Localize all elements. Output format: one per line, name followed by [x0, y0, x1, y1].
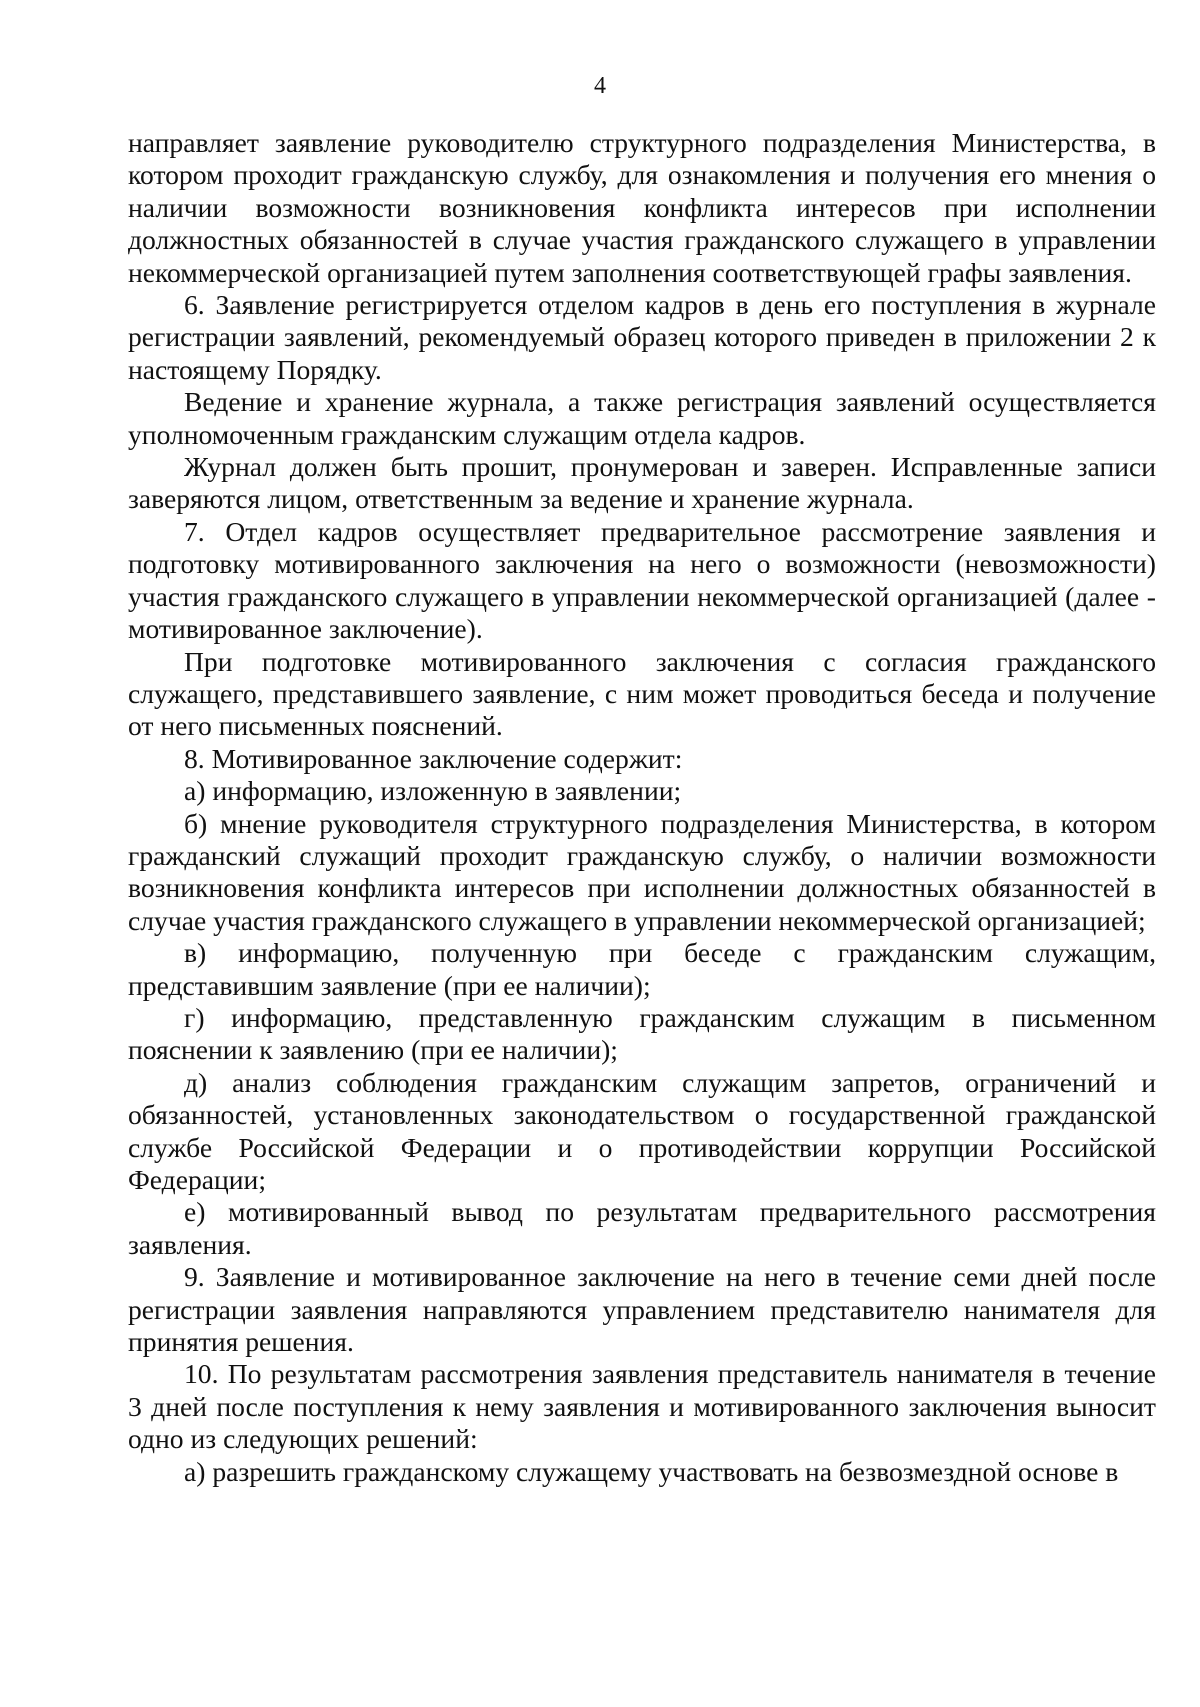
document-body [128, 127, 1156, 1488]
paragraph-item-7: 7. Отдел кадров осуществляет предварительное рассмотрение заявления и подготовку мотивированного заключения на него о возможности (невозможности) участия гражданского служащего в управлении некоммерческой организацией (далее - мотивированное заключение). [128, 515, 1156, 645]
page-number: 4 [594, 73, 606, 99]
paragraph-item-8: 8. Мотивированное заключение содержит: [184, 742, 683, 774]
list-item-a: а) информацию, изложенную в заявлении; [184, 775, 682, 807]
list-item-b: б) мнение руководителя структурного подразделения Министерства, в котором гражданский служащий проходит гражданскую службу, о наличии возможности возникновения конфликта интересов при исполнении должностных обязанностей в случае участия гражданского служащего в управлении некоммерческой организацией; [128, 807, 1156, 936]
paragraph-item-9: 9. Заявление и мотивированное заключение на него в течение семи дней после регистрации заявления направляются управлением представителю нанимателя для принятия решения. [128, 1261, 1156, 1358]
list-item-d: д) анализ соблюдения гражданским служащим запретов, ограничений и обязанностей, установленных законодательством о государственной гражданской службе Российской Федерации и о противодействии коррупции Российской Федерации; [128, 1066, 1156, 1195]
paragraph-item-6: 6. Заявление регистрируется отделом кадров в день его поступления в журнале регистрации заявлений, рекомендуемый образец которого приведен в приложении 2 к настоящему Порядку. [128, 289, 1156, 385]
paragraph-continuation: направляет заявление руководителю структурного подразделения Министерства, в котором проходит гражданскую службу, для ознакомления и получения его мнения о наличии возможности возникновения конфликта интересов при исполнении должностных обязанностей в случае участия гражданского служащего в управлении некоммерческой организацией путем заполнения соответствующей графы заявления. [128, 127, 1156, 288]
list-item-e: е) мотивированный вывод по результатам предварительного рассмотрения заявления. [128, 1196, 1156, 1260]
paragraph-journal-keeping: Ведение и хранение журнала, а также регистрация заявлений осуществляется уполномоченным гражданским служащим отдела кадров. [128, 386, 1156, 450]
decision-item-a: а) разрешить гражданскому служащему участвовать на безвозмездной основе в [184, 1455, 1119, 1487]
paragraph-conversation: При подготовке мотивированного заключения с согласия гражданского служащего, представившего заявление, с ним может проводиться беседа и получение от него письменных пояснений. [128, 645, 1156, 742]
paragraph-item-10: 10. По результатам рассмотрения заявления представитель нанимателя в течение 3 дней после поступления к нему заявления и мотивированного заключения выносит одно из следующих решений: [128, 1358, 1156, 1455]
paragraph-journal-binding: Журнал должен быть прошит, пронумерован и заверен. Исправленные записи заверяются лицом, ответственным за ведение и хранение журнала. [128, 451, 1156, 515]
list-item-v: в) информацию, полученную при беседе с гражданским служащим, представившим заявление (при ее наличии); [128, 937, 1156, 1001]
list-item-g: г) информацию, представленную гражданским служащим в письменном пояснении к заявлению (при ее наличии); [128, 1001, 1156, 1066]
